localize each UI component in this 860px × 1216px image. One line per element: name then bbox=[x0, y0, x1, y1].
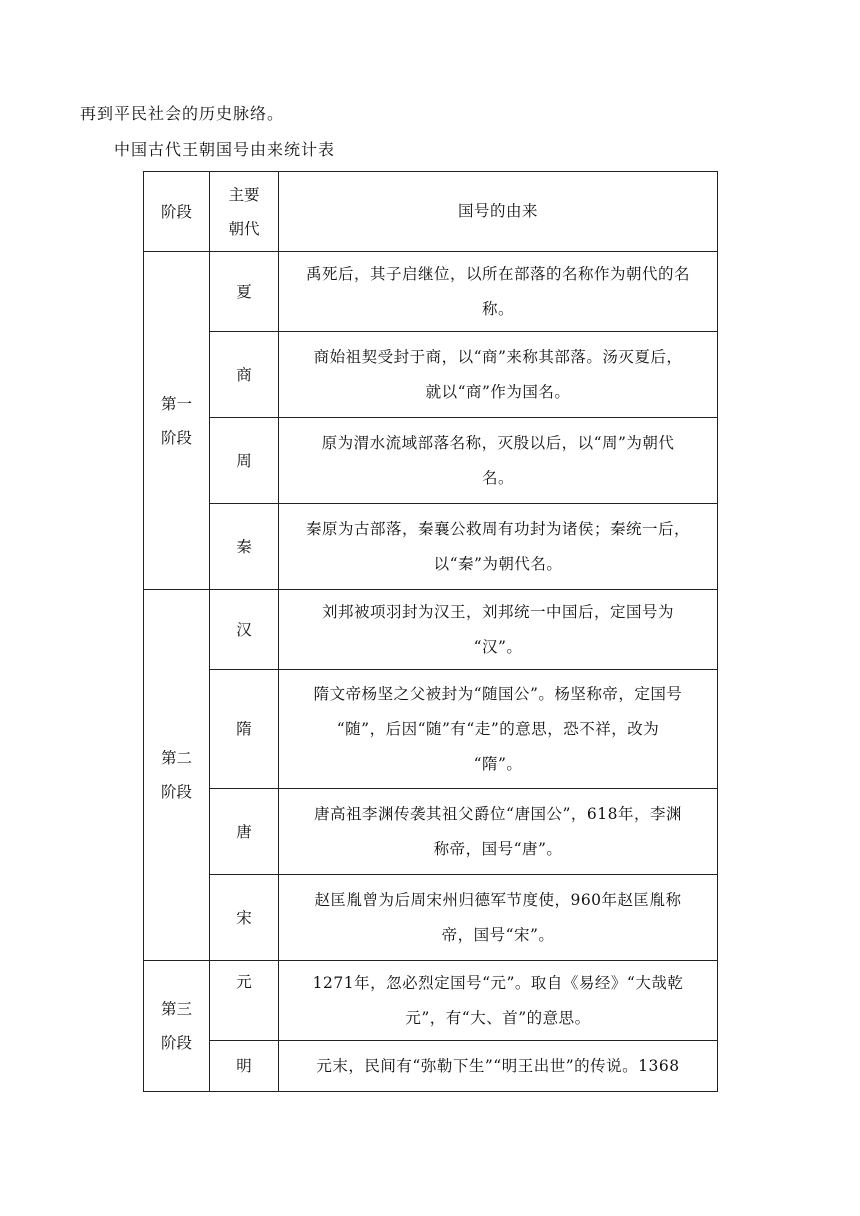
origin-cell: 禹死后，其子启继位，以所在部落的名称作为朝代的名 称。 bbox=[279, 252, 718, 332]
header-dynasty: 主要 朝代 bbox=[210, 172, 279, 252]
header-origin: 国号的由来 bbox=[279, 172, 718, 252]
origin-cell: 刘邦被项羽封为汉王，刘邦统一中国后，定国号为 “汉”。 bbox=[279, 590, 718, 670]
table-row bbox=[144, 332, 718, 418]
dynasty-cell: 元 bbox=[210, 961, 279, 1041]
table-row bbox=[144, 252, 718, 332]
dynasty-cell: 明 bbox=[210, 1041, 279, 1092]
table-row bbox=[144, 789, 718, 875]
table-row bbox=[144, 1041, 718, 1092]
dynasty-cell: 商 bbox=[210, 332, 279, 418]
table-row bbox=[144, 504, 718, 590]
table-row bbox=[144, 961, 718, 1041]
origin-cell: 原为渭水流域部落名称，灭殷以后，以“周”为朝代 名。 bbox=[279, 418, 718, 504]
table-caption: 中国古代王朝国号由来统计表 bbox=[114, 140, 336, 159]
origin-cell: 唐高祖李渊传袭其祖父爵位“唐国公”，618年，李渊 称帝，国号“唐”。 bbox=[279, 789, 718, 875]
dynasty-cell: 隋 bbox=[210, 670, 279, 789]
dynasty-cell: 周 bbox=[210, 418, 279, 504]
dynasty-cell: 宋 bbox=[210, 875, 279, 961]
dynasty-cell: 汉 bbox=[210, 590, 279, 670]
origin-cell: 隋文帝杨坚之父被封为“随国公”。杨坚称帝，定国号 “随”，后因“随”有“走”的意思，恐不祥，改为 “隋”。 bbox=[279, 670, 718, 789]
stage-cell: 第一 阶段 bbox=[144, 252, 210, 590]
origin-cell: 商始祖契受封于商，以“商”来称其部落。汤灭夏后， 就以“商”作为国名。 bbox=[279, 332, 718, 418]
stage-cell: 第三 阶段 bbox=[144, 961, 210, 1092]
dynasty-cell: 夏 bbox=[210, 252, 279, 332]
origin-cell: 赵匡胤曾为后周宋州归德军节度使，960年赵匡胤称 帝，国号“宋”。 bbox=[279, 875, 718, 961]
dynasty-cell: 秦 bbox=[210, 504, 279, 590]
table-row bbox=[144, 590, 718, 670]
origin-cell: 1271年，忽必烈定国号“元”。取自《易经》“大哉乾 元”，有“大、首”的意思。 bbox=[279, 961, 718, 1041]
table-row bbox=[144, 875, 718, 961]
table-header-row bbox=[144, 172, 718, 252]
dynasty-cell: 唐 bbox=[210, 789, 279, 875]
table-row bbox=[144, 418, 718, 504]
stage-cell: 第二 阶段 bbox=[144, 590, 210, 961]
header-stage: 阶段 bbox=[144, 172, 210, 252]
origin-cell: 秦原为古部落，秦襄公救周有功封为诸侯；秦统一后， 以“秦”为朝代名。 bbox=[279, 504, 718, 590]
table-row bbox=[144, 670, 718, 789]
dynasty-name-table bbox=[143, 171, 718, 1092]
intro-text-tail: 再到平民社会的历史脉络。 bbox=[80, 104, 285, 123]
origin-cell: 元末，民间有“弥勒下生”“明王出世”的传说。1368 bbox=[279, 1041, 718, 1092]
